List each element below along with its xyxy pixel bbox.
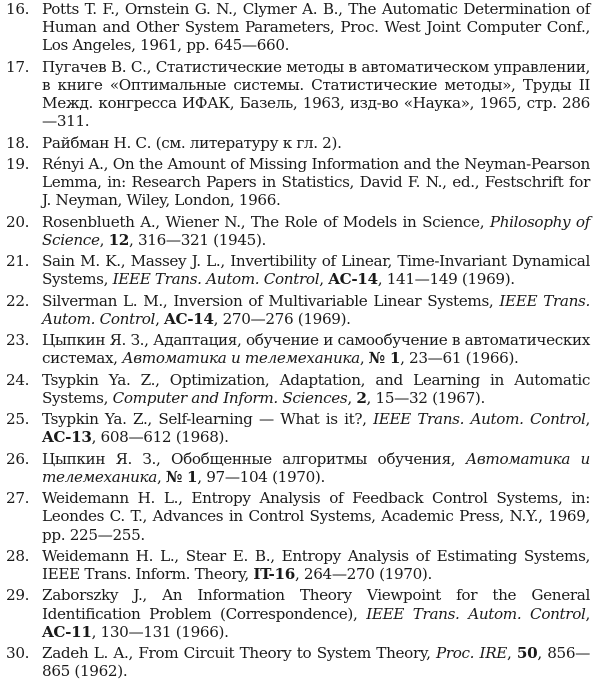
reference-number: 18. [6, 133, 30, 152]
reference-number: 16. [6, 0, 30, 18]
reference-volume: № 1 [165, 467, 198, 486]
reference-text: , [507, 644, 517, 663]
reference-item [6, 213, 590, 249]
reference-text: Rosenblueth A., Wiener N., The Role of Models in Science, [42, 212, 490, 231]
reference-text: , [155, 309, 165, 328]
reference-number: 22. [6, 291, 30, 310]
reference-text: , [347, 388, 357, 407]
reference-number: 30. [6, 644, 30, 663]
reference-source-title: Автоматика и телемеханика [122, 349, 360, 368]
reference-number: 19. [6, 154, 30, 173]
reference-source-title: IEEE Trans. Autom. Control [366, 604, 586, 623]
reference-text: Sain M. K., Massey J. L., Invertibility of Linear, Time-Invariant Dynamical Systems, [42, 252, 590, 289]
reference-item [6, 489, 590, 544]
reference-text: Цыпкин Я. З., Обобщенные алгоритмы обучения, [42, 449, 466, 468]
reference-item [6, 292, 590, 328]
reference-text: , 130—131 (1966). [91, 622, 229, 641]
reference-source-title: Computer and Inform. Sciences [112, 388, 348, 407]
reference-text: , 608—612 (1968). [91, 428, 229, 447]
reference-item [6, 547, 590, 583]
reference-text: , [319, 270, 329, 289]
reference-text: Tsypkin Ya. Z., Optimization, Adaptation, and Learning in Automatic Systems, [42, 370, 590, 407]
reference-source-title: IEEE Trans. Autom. Control [373, 410, 586, 429]
reference-number: 17. [6, 57, 30, 76]
reference-text: Райбман Н. С. (см. литературу к гл. 2). [42, 133, 342, 152]
reference-text: Weidemann H. L., Entropy Analysis of Feedback Control Systems, in: Leondes C. T., Advances in Control Systems, Academic Press, N.Y., 1969, pp. 225—255. [42, 489, 590, 544]
reference-number: 27. [6, 489, 30, 508]
reference-item [6, 331, 590, 367]
reference-text: Пугачев В. С., Статистические методы в автоматическом управлении, в книге «Оптимальные системы. Статистические методы», Труды II Межд. конгресса ИФАК, Базель, 1963, изд-во «Наука», 1965, стр. 286—311. [42, 57, 590, 131]
reference-number: 21. [6, 252, 30, 271]
reference-number: 26. [6, 449, 30, 468]
reference-text: , [156, 467, 166, 486]
reference-volume: 12 [108, 230, 129, 249]
reference-text: , 856—865 (1962). [42, 644, 591, 681]
reference-text: , [585, 604, 590, 623]
reference-text: Zaborszky J., An Information Theory Viewpoint for the General Identification Problem (Correspondence), [42, 586, 590, 623]
reference-volume: № 1 [368, 349, 401, 368]
reference-number: 24. [6, 370, 30, 389]
reference-text: Rényi A., On the Amount of Missing Information and the Neyman-Pearson Lemma, in: Research Papers in Statistics, David F. N., ed., Festschrift for J. Neyman, Wiley, London, 1966. [42, 154, 590, 210]
reference-text: , [99, 230, 109, 249]
reference-volume: AC-14 [164, 309, 214, 328]
reference-item [6, 644, 590, 680]
reference-volume: AC-14 [328, 270, 378, 289]
reference-source-title: Автоматика и телемеханика [42, 449, 590, 486]
reference-volume: 50 [516, 644, 538, 663]
reference-item [6, 134, 590, 152]
reference-item [6, 410, 590, 446]
reference-text: , 141—149 (1969). [377, 270, 515, 289]
reference-text: , [359, 349, 369, 368]
reference-item [6, 155, 590, 210]
reference-volume: AC-11 [42, 622, 92, 641]
reference-number: 20. [6, 212, 30, 231]
reference-volume: IT-16 [253, 565, 295, 584]
reference-item [6, 0, 590, 55]
reference-text: Silverman L. M., Inversion of Multivariable Linear Systems, [42, 291, 500, 310]
reference-source-title: IEEE Trans. Autom. Control [42, 291, 590, 328]
reference-text: , 15—32 (1967). [366, 388, 485, 407]
reference-volume: AC-13 [42, 428, 92, 447]
reference-source-title: Proc. IRE [435, 644, 508, 663]
reference-text: Potts T. F., Ornstein G. N., Clymer A. B., The Automatic Determination of Human and Other System Parameters, Proc. West Joint Computer Conf., Los Angeles, 1961, pp. 645—660. [42, 0, 590, 55]
reference-text: , 97—104 (1970). [197, 467, 325, 486]
reference-text: , [585, 410, 590, 429]
reference-text: Zadeh L. A., From Circuit Theory to System Theory, [42, 644, 436, 663]
reference-item [6, 58, 590, 131]
reference-text: , 264—270 (1970). [294, 565, 432, 584]
reference-list [6, 0, 590, 680]
reference-text: Weidemann H. L., Stear E. B., Entropy Analysis of Estimating Systems, IEEE Trans. Inform. Theory, [42, 546, 590, 584]
reference-item [6, 586, 590, 641]
reference-text: Цыпкин Я. З., Адаптация, обучение и самообучение в автоматических системах, [42, 331, 590, 368]
reference-number: 28. [6, 546, 30, 565]
reference-text: , 23—61 (1966). [400, 349, 519, 368]
reference-item [6, 450, 590, 486]
reference-number: 29. [6, 586, 30, 605]
reference-source-title: IEEE Trans. Autom. Control [112, 270, 320, 289]
reference-volume: 2 [356, 388, 367, 407]
reference-number: 23. [6, 331, 30, 350]
reference-text: , 270—276 (1969). [213, 309, 351, 328]
reference-item [6, 252, 590, 288]
reference-text: Tsypkin Ya. Z., Self-learning — What is it?, [42, 410, 374, 429]
reference-source-title: Philosophy of Science [42, 212, 590, 249]
reference-item [6, 371, 590, 407]
reference-text: , 316—321 (1945). [129, 230, 267, 249]
reference-number: 25. [6, 410, 30, 429]
